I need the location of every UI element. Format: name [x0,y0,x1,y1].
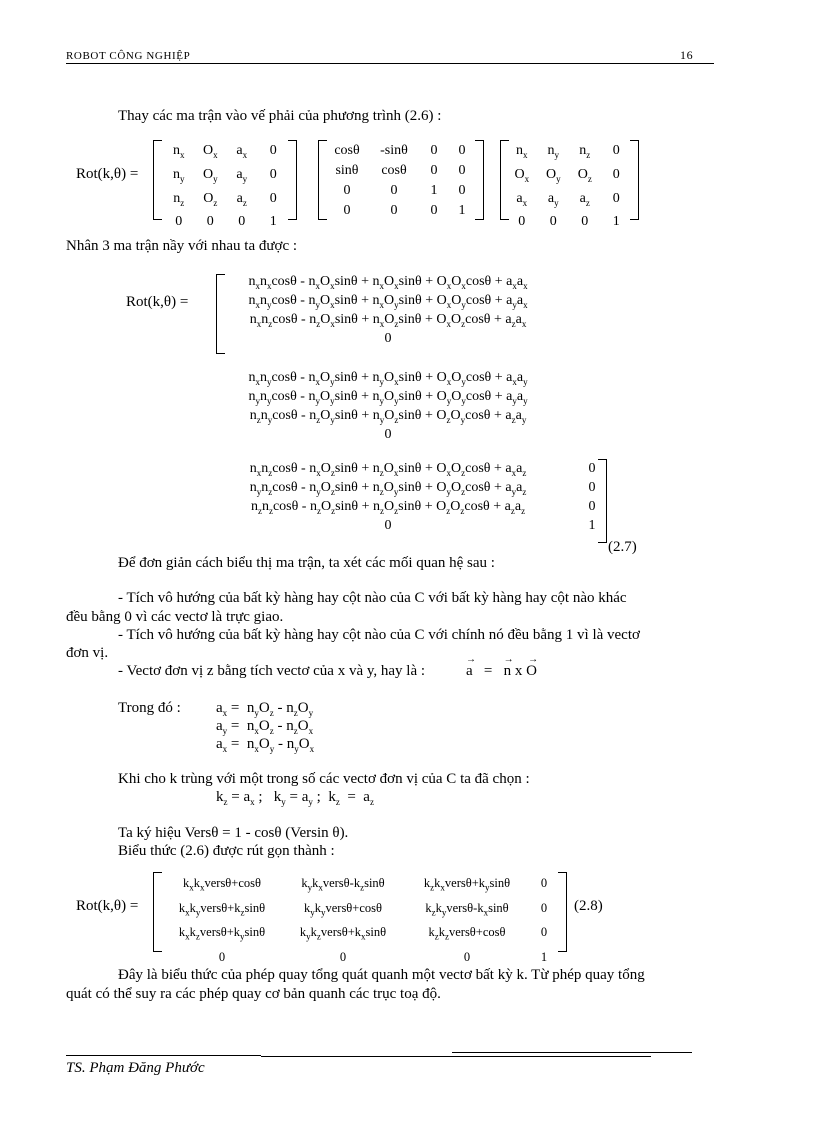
matrix-cell: 0 [238,214,246,230]
matrix-cell: $O_x$ [202,143,218,160]
equation-number-2-8: (2.8) [574,898,603,914]
result-row: 0 [384,518,392,533]
matrix-cell: 0 [612,143,620,158]
result-row: 0 [384,331,392,346]
matrix-cell: 0 [269,190,277,206]
result-row: $n_zn_y\cos\theta - n_zO_y\sin\theta + n_yO_z\sin\theta + O_zO_y\cos\theta + a_za_y$ [249,408,527,425]
matrix-cell: 1 [540,949,548,964]
result-row: $n_zn_z\cos\theta - n_zO_z\sin\theta + n_zO_z\sin\theta + O_zO_z\cos\theta + a_za_z$ [250,499,526,516]
matrix-cell: 0 [218,949,226,964]
result-row: 0 [384,427,392,442]
matrix-cell: $O_z$ [577,166,592,184]
matrix-cell: 0 [430,143,438,158]
bullet-2-line-1: - Tích vô hướng của bất kỳ hàng hay cột nào của C với chính nó đều bằng 1 vì là vectơ [118,627,640,643]
result-row: 0 [588,499,596,514]
matrix-cell: 0 [339,949,347,964]
matrix-cell: 1 [458,203,466,218]
m1-bracket-left [153,140,162,220]
matrix-cell: 0 [612,166,620,182]
where-eq-3: $a_x = n_xO_y - n_yO_x$ [216,736,315,754]
matrix-cell: 0 [549,214,557,230]
header-rule [66,63,714,64]
where-label: Trong đó : [118,700,181,716]
matrix-cell: 0 [540,900,548,915]
matrix-cell: $n_z$ [173,190,185,208]
bullet-3: - Vectơ đơn vị z bằng tích vectơ của x và y, hay là : [118,663,426,679]
footer-rule-mid [261,1056,651,1057]
matrix-reduced [162,873,558,967]
matrix-cell: $a_y$ [236,166,248,184]
matrix-cell: $O_y$ [545,166,561,184]
matrix-cell: 0 [206,214,214,230]
matrix-cell: $O_z$ [203,190,218,208]
result-row: $n_xn_x\cos\theta - n_xO_x\sin\theta + n_xO_x\sin\theta + O_xO_x\cos\theta + a_xa_x$ [248,274,528,291]
final-line-2: quát có thể suy ra các phép quay cơ bản quanh các trục toạ độ. [66,986,441,1002]
matrix-cell: 0 [612,190,620,206]
rot-label-1: Rot(k,θ) = [76,166,139,182]
matrix-cell: $n_x$ [173,143,185,160]
matrix-cell: $k_yk_xvers\theta-k_z\sin\theta$ [301,876,385,893]
k-text: Khi cho k trùng với một trong số các vectơ đơn vị của C ta đã chọn : [118,771,530,787]
matrix-cell: $n_y$ [547,143,559,160]
matrix-cell: $k_yk_zvers\theta+k_x\sin\theta$ [299,925,387,942]
matrix-cell: $k_xk_xvers\theta+\cos\theta$ [182,876,261,893]
intro-text: Thay các ma trận vào vế phải của phương trình (2.6) : [118,108,442,124]
multiply-text: Nhân 3 ma trận nầy với nhau ta được : [66,238,298,254]
result-row: 1 [588,518,596,533]
page-number: 16 [680,48,694,62]
matrix-cell: $k_xk_yvers\theta+k_z\sin\theta$ [178,900,266,917]
result-row: $n_yn_z\cos\theta - n_yO_z\sin\theta + n_zO_y\sin\theta + O_yO_z\cos\theta + a_ya_z$ [249,480,527,497]
matrix-2 [326,141,476,221]
matrix-cell: -sinθ [380,143,408,158]
matrix-cell: 0 [518,214,526,230]
equation-number-2-7: (2.7) [608,539,637,555]
vector-cross-formula: a → = n → x O → [466,654,539,679]
rot-label-3: Rot(k,θ) = [76,898,139,914]
matrix-cell: $n_z$ [579,143,591,160]
rot-label-2: Rot(k,θ) = [126,294,189,310]
bullet-2-line-2: đơn vị. [66,645,109,661]
simplify-text: Để đơn giản cách biểu thị ma trận, ta xét các mối quan hệ sau : [118,555,495,571]
result-row: $n_xn_z\cos\theta - n_zO_x\sin\theta + n_xO_z\sin\theta + O_xO_z\cos\theta + a_za_x$ [249,312,527,329]
footer-author: TS. Phạm Đăng Phước [66,1060,205,1076]
matrix-cell: 0 [430,203,438,218]
m5-bracket-left [153,872,162,952]
matrix-cell: 0 [540,925,548,939]
result-row: $n_yn_y\cos\theta - n_yO_y\sin\theta + n_yO_y\sin\theta + O_yO_y\cos\theta + a_ya_y$ [248,389,528,406]
matrix-cell: 1 [430,183,438,198]
k-equation: $k_z = a_x$ ; $k_y = a_y$ ; $k_z = a_z$ [216,789,374,807]
matrix-cell: 0 [175,214,183,230]
matrix-cell: 0 [458,143,466,158]
matrix-cell: 1 [269,214,277,230]
matrix-cell: $a_z$ [579,190,590,208]
matrix-cell: 0 [390,203,398,218]
matrix-cell: 0 [269,166,277,182]
result-row: 0 [588,480,596,495]
matrix-cell: $k_zk_zvers\theta+\cos\theta$ [428,925,506,942]
matrix-cell: cosθ [334,143,360,158]
matrix-cell: 1 [612,214,620,230]
matrix-cell: $k_xk_zvers\theta+k_y\sin\theta$ [178,925,266,942]
reduce-text: Biểu thức (2.6) được rút gọn thành : [118,843,335,859]
matrix-cell: $O_y$ [202,166,218,184]
matrix-cell: 0 [458,163,466,178]
matrix-cell: $k_zk_xvers\theta+k_y\sin\theta$ [423,876,511,893]
bullet-1-line-1: - Tích vô hướng của bất kỳ hàng hay cột nào của C với bất kỳ hàng hay cột nào khác [118,590,627,606]
matrix-cell: 0 [581,214,589,230]
result-row: 0 [588,461,596,476]
matrix-cell: $k_zk_yvers\theta-k_x\sin\theta$ [425,900,509,917]
matrix-cell: $a_x$ [516,190,528,208]
matrix-cell: $k_yk_yvers\theta+\cos\theta$ [303,900,382,917]
matrix-cell: 0 [343,203,351,218]
matrix-cell: 0 [458,183,466,198]
footer-rule-right [452,1052,692,1053]
matrix-cell: $a_z$ [236,190,247,208]
running-header-title: ROBOT CÔNG NGHIỆP [66,50,191,62]
result-row: $n_xn_z\cos\theta - n_xO_z\sin\theta + n_zO_x\sin\theta + O_xO_z\cos\theta + a_xa_z$ [249,461,527,478]
result-row: $n_xn_y\cos\theta - n_xO_y\sin\theta + n_yO_x\sin\theta + O_xO_y\cos\theta + a_xa_y$ [248,370,528,387]
matrix-cell: 0 [430,163,438,178]
matrix-cell: 0 [390,183,398,198]
matrix-cell: $a_y$ [547,190,559,208]
matrix-cell: 0 [343,183,351,198]
final-line-1: Đây là biểu thức của phép quay tổng quát quanh một vectơ bất kỳ k. Từ phép quay tổng [118,967,645,983]
matrix-cell: $n_x$ [516,143,528,160]
matrix-cell: $a_x$ [236,143,248,160]
bullet-1-line-2: đều bằng 0 vì các vectơ là trực giao. [66,609,284,625]
m5-bracket-right [558,872,567,952]
matrix-cell: 0 [269,143,277,158]
result-row: $n_xn_y\cos\theta - n_yO_x\sin\theta + n_xO_y\sin\theta + O_xO_y\cos\theta + a_ya_x$ [248,293,528,310]
where-eq-2: $a_y = n_xO_z - n_zO_x$ [216,718,314,736]
matrix-cell: 0 [463,949,471,964]
matrix-1 [163,141,289,232]
where-eq-1: $a_x = n_yO_z - n_zO_y$ [216,700,314,718]
matrix-3 [506,141,632,232]
m2-bracket-right [475,140,484,220]
matrix-cell: $O_x$ [514,166,530,184]
footer-rule-left [66,1055,261,1056]
matrix-cell: cosθ [381,163,407,178]
matrix-cell: $n_y$ [173,166,185,184]
matrix-cell: 0 [540,876,548,890]
m1-bracket-right [288,140,297,220]
matrix-cell: sinθ [335,163,359,178]
vers-text: Ta ký hiệu Versθ = 1 - cosθ (Versin θ). [118,825,349,841]
